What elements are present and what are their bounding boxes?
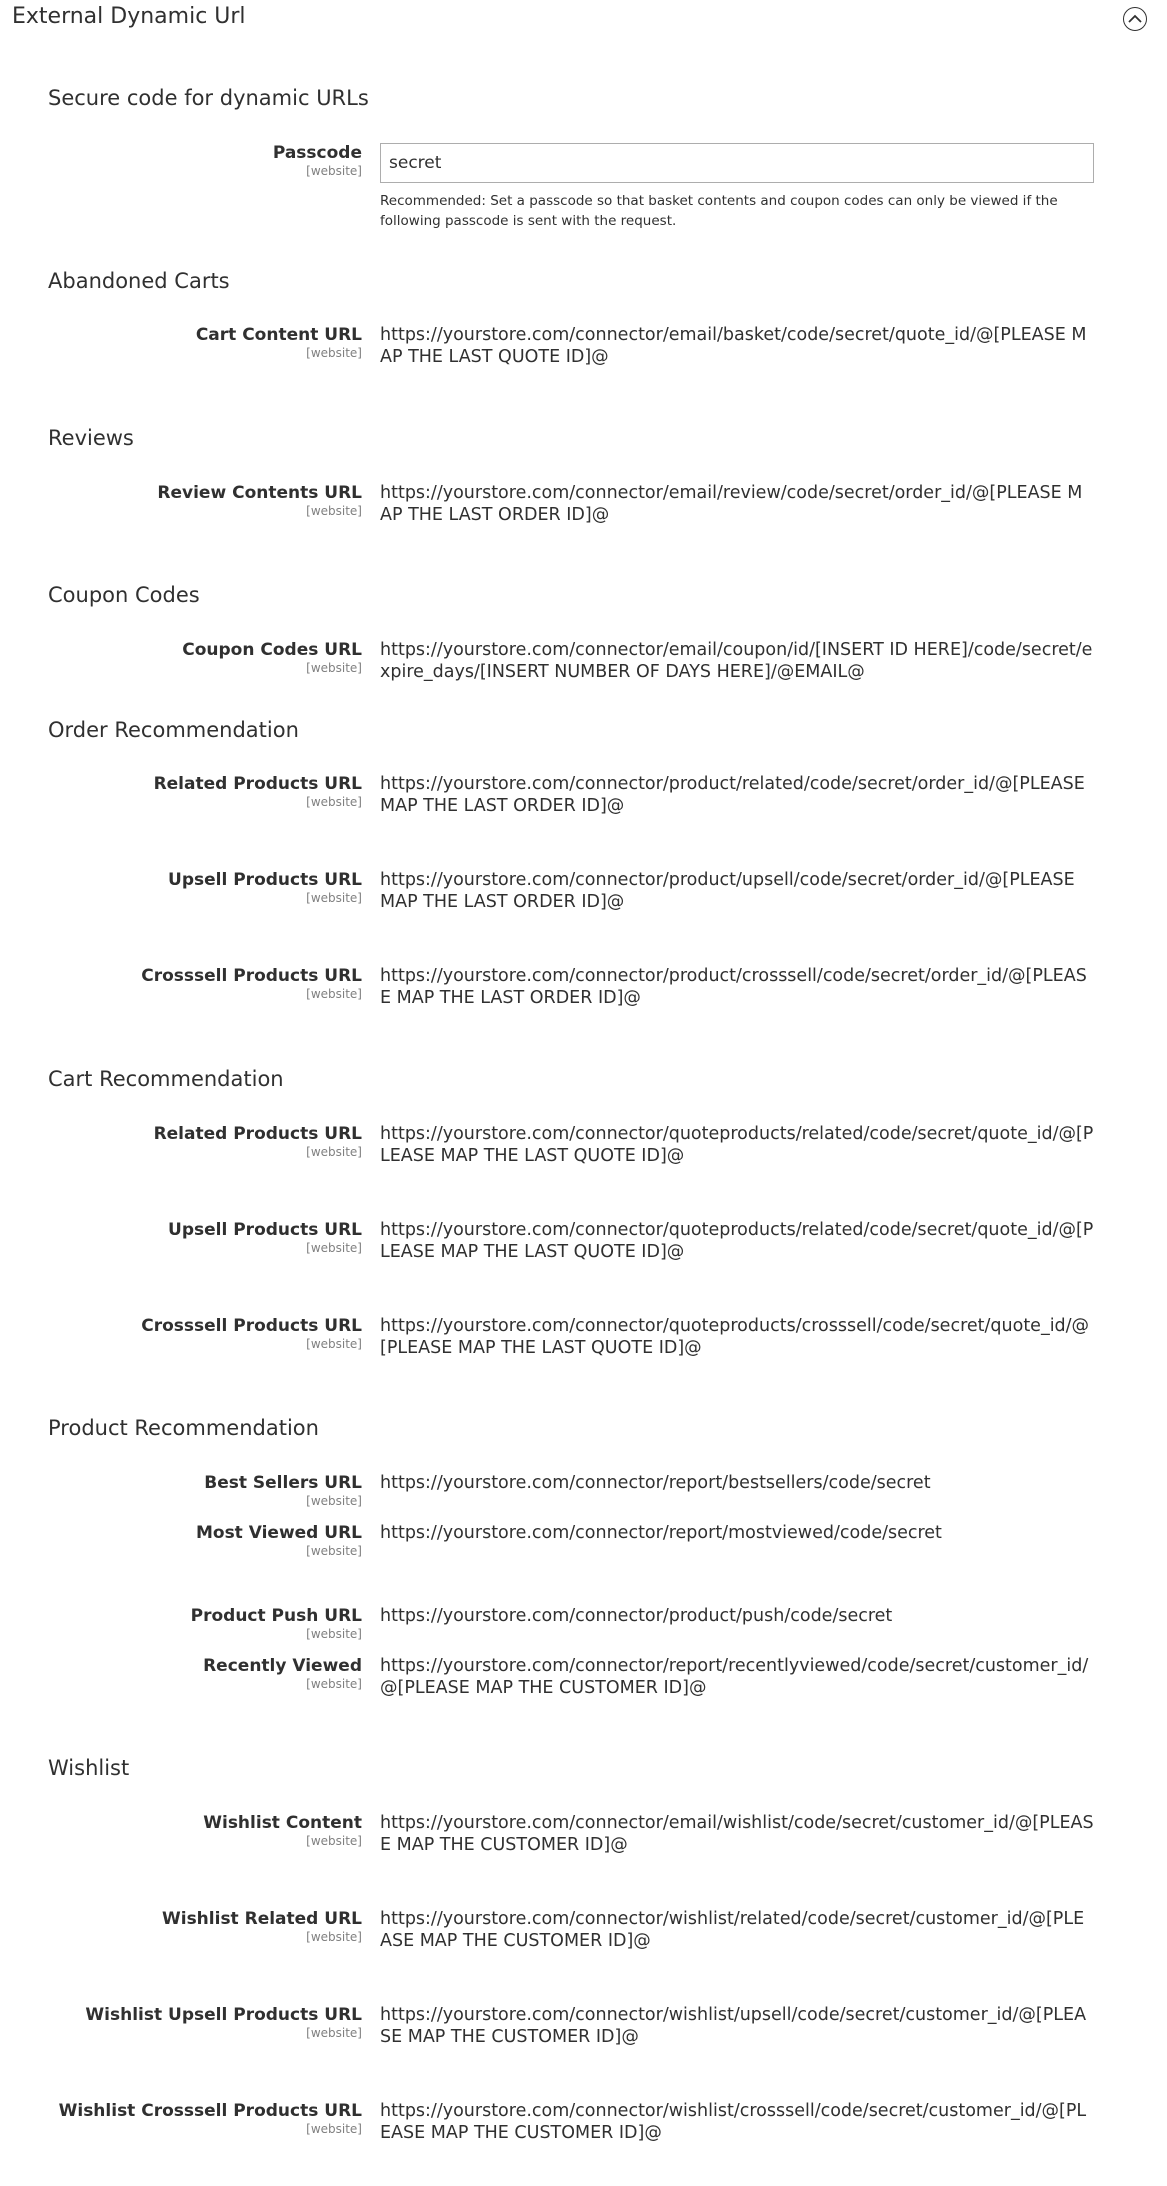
wishlist-content-url-scope: [website] — [306, 1834, 362, 1848]
review-contents-url-scope: [website] — [306, 504, 362, 518]
wishlist-upsell-products-url-value: https://yourstore.com/connector/wishlist/upsell/code/secret/customer_id/@[PLEASE MAP THE CUSTOMER ID]@ — [380, 2005, 1087, 2047]
cart-upsell-products-url-scope: [website] — [306, 1241, 362, 1255]
wishlist-crosssell-products-url-label: Wishlist Crosssell Products URL — [58, 2101, 362, 2121]
recently-viewed-url-scope: [website] — [306, 1677, 362, 1691]
order-upsell-products-url-scope: [website] — [306, 891, 362, 905]
wishlist-upsell-products-url-label: Wishlist Upsell Products URL — [85, 2005, 362, 2025]
order-crosssell-products-url-label: Crosssell Products URL — [141, 966, 362, 986]
best-sellers-url-value: https://yourstore.com/connector/report/bestsellers/code/secret — [380, 1473, 931, 1493]
cart-content-url-label: Cart Content URL — [195, 325, 362, 345]
group-title-coupon-codes: Coupon Codes — [48, 583, 200, 607]
wishlist-content-url-value: https://yourstore.com/connector/email/wishlist/code/secret/customer_id/@[PLEASE MAP THE CUSTOMER ID]@ — [380, 1813, 1094, 1855]
passcode-input[interactable] — [380, 143, 1094, 183]
wishlist-related-url-value: https://yourstore.com/connector/wishlist/related/code/secret/customer_id/@[PLEASE MAP THE CUSTOMER ID]@ — [380, 1909, 1085, 1951]
order-upsell-products-url-value: https://yourstore.com/connector/product/upsell/code/secret/order_id/@[PLEASE MAP THE LAST ORDER ID]@ — [380, 870, 1075, 912]
group-title-abandoned-carts: Abandoned Carts — [48, 269, 230, 293]
order-crosssell-products-url-value: https://yourstore.com/connector/product/crosssell/code/secret/order_id/@[PLEASE MAP THE LAST ORDER ID]@ — [380, 966, 1087, 1008]
product-push-url-value: https://yourstore.com/connector/product/push/code/secret — [380, 1606, 893, 1626]
cart-content-url-value: https://yourstore.com/connector/email/basket/code/secret/quote_id/@[PLEASE MAP THE LAST QUOTE ID]@ — [380, 325, 1087, 367]
coupon-codes-url-scope: [website] — [306, 661, 362, 675]
cart-related-products-url-scope: [website] — [306, 1145, 362, 1159]
recently-viewed-url-value: https://yourstore.com/connector/report/recentlyviewed/code/secret/customer_id/@[PLEASE MAP THE CUSTOMER ID]@ — [380, 1656, 1089, 1698]
cart-upsell-products-url-value: https://yourstore.com/connector/quoteproducts/related/code/secret/quote_id/@[PLEASE MAP THE LAST QUOTE ID]@ — [380, 1220, 1094, 1262]
wishlist-crosssell-products-url-value: https://yourstore.com/connector/wishlist/crosssell/code/secret/customer_id/@[PLEASE MAP THE CUSTOMER ID]@ — [380, 2101, 1087, 2143]
order-related-products-url-scope: [website] — [306, 795, 362, 809]
product-push-url-scope: [website] — [306, 1627, 362, 1641]
best-sellers-url-label: Best Sellers URL — [204, 1473, 362, 1493]
wishlist-crosssell-products-url-scope: [website] — [306, 2122, 362, 2136]
cart-related-products-url-value: https://yourstore.com/connector/quoteproducts/related/code/secret/quote_id/@[PLEASE MAP THE LAST QUOTE ID]@ — [380, 1124, 1094, 1166]
most-viewed-url-value: https://yourstore.com/connector/report/mostviewed/code/secret — [380, 1523, 942, 1543]
cart-upsell-products-url-label: Upsell Products URL — [168, 1220, 362, 1240]
group-title-product-recommendation: Product Recommendation — [48, 1416, 319, 1440]
best-sellers-url-scope: [website] — [306, 1494, 362, 1508]
order-crosssell-products-url-scope: [website] — [306, 987, 362, 1001]
cart-crosssell-products-url-value: https://yourstore.com/connector/quoteproducts/crosssell/code/secret/quote_id/@[PLEASE MAP THE LAST QUOTE ID]@ — [380, 1316, 1090, 1358]
group-title-wishlist: Wishlist — [48, 1756, 130, 1780]
collapse-button[interactable] — [1123, 7, 1147, 31]
group-title-cart-recommendation: Cart Recommendation — [48, 1067, 284, 1091]
group-title-reviews: Reviews — [48, 426, 134, 450]
cart-crosssell-products-url-scope: [website] — [306, 1337, 362, 1351]
order-upsell-products-url-label: Upsell Products URL — [168, 870, 362, 890]
wishlist-related-url-scope: [website] — [306, 1930, 362, 1944]
passcode-note: Recommended: Set a passcode so that basket contents and coupon codes can only be viewed if the following passcode is sent with the request. — [380, 193, 1058, 229]
section-title[interactable]: External Dynamic Url — [12, 4, 246, 29]
review-contents-url-label: Review Contents URL — [157, 483, 362, 503]
coupon-codes-url-value: https://yourstore.com/connector/email/coupon/id/[INSERT ID HERE]/code/secret/expire_days/[INSERT NUMBER OF DAYS HERE]/@EMAIL@ — [380, 640, 1093, 682]
coupon-codes-url-label: Coupon Codes URL — [182, 640, 362, 660]
cart-related-products-url-label: Related Products URL — [153, 1124, 362, 1144]
review-contents-url-value: https://yourstore.com/connector/email/review/code/secret/order_id/@[PLEASE MAP THE LAST ORDER ID]@ — [380, 483, 1083, 525]
wishlist-related-url-label: Wishlist Related URL — [161, 1909, 362, 1929]
passcode-scope: [website] — [306, 164, 362, 178]
most-viewed-url-scope: [website] — [306, 1544, 362, 1558]
wishlist-content-url-label: Wishlist Content — [203, 1813, 362, 1833]
cart-crosssell-products-url-label: Crosssell Products URL — [141, 1316, 362, 1336]
wishlist-upsell-products-url-scope: [website] — [306, 2026, 362, 2040]
cart-content-url-scope: [website] — [306, 346, 362, 360]
most-viewed-url-label: Most Viewed URL — [195, 1523, 362, 1543]
order-related-products-url-value: https://yourstore.com/connector/product/related/code/secret/order_id/@[PLEASE MAP THE LAST ORDER ID]@ — [380, 774, 1085, 816]
passcode-label: Passcode — [272, 143, 362, 163]
group-title-secure-code: Secure code for dynamic URLs — [48, 86, 369, 110]
product-push-url-label: Product Push URL — [190, 1606, 362, 1626]
recently-viewed-url-label: Recently Viewed — [203, 1656, 362, 1676]
chevron-up-circle-icon — [1128, 14, 1142, 24]
order-related-products-url-label: Related Products URL — [153, 774, 362, 794]
group-title-order-recommendation: Order Recommendation — [48, 718, 299, 742]
